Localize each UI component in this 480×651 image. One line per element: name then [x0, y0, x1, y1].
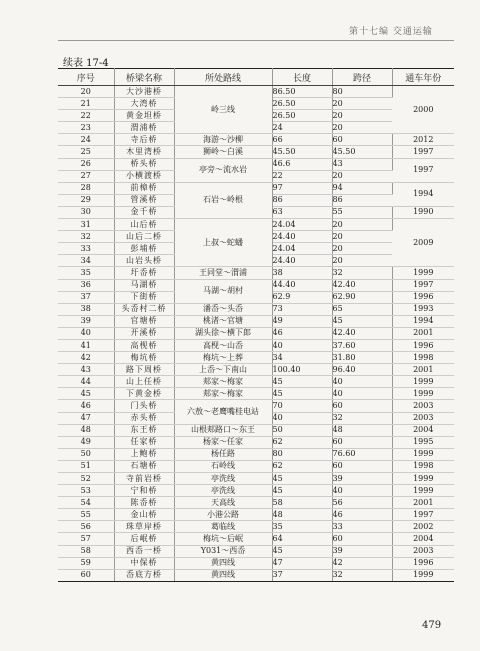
- cell-no: 20: [58, 86, 114, 98]
- table-header-row: [58, 69, 454, 86]
- cell-length: 70: [272, 400, 332, 412]
- table-row: [58, 327, 454, 339]
- cell-bridge-name: 高枧桥: [114, 339, 174, 351]
- cell-no: 53: [58, 485, 114, 497]
- cell-span: 40: [332, 485, 392, 497]
- header-rule: [58, 40, 454, 41]
- cell-year: 1998: [392, 352, 454, 364]
- cell-year: 1999: [392, 485, 454, 497]
- cell-length: 86.50: [272, 86, 332, 98]
- cell-year: 1999: [392, 473, 454, 485]
- cell-route: 上岙～下南山: [174, 364, 272, 376]
- cell-year: 1996: [392, 291, 454, 303]
- col-header-length: 长度: [272, 69, 332, 86]
- cell-length: 45.50: [272, 146, 332, 158]
- cell-bridge-name: 彭埔桥: [114, 243, 174, 255]
- cell-no: 43: [58, 364, 114, 376]
- cell-no: 46: [58, 400, 114, 412]
- table-row: [58, 569, 454, 581]
- cell-route: 亭旁～流水岩: [174, 158, 272, 182]
- cell-no: 49: [58, 436, 114, 448]
- cell-no: 52: [58, 473, 114, 485]
- cell-no: 50: [58, 448, 114, 460]
- cell-span: 40: [332, 376, 392, 388]
- table-row: [58, 545, 454, 557]
- cell-year: 2001: [392, 327, 454, 339]
- cell-no: 26: [58, 158, 114, 170]
- cell-route: 杨任路: [174, 448, 272, 460]
- page-number: 479: [422, 620, 442, 631]
- cell-route: 石岭线: [174, 460, 272, 472]
- cell-length: 24: [272, 122, 332, 134]
- cell-length: 45: [272, 545, 332, 557]
- cell-span: 20: [332, 122, 392, 134]
- cell-bridge-name: 宁和桥: [114, 485, 174, 497]
- cell-length: 22: [272, 170, 332, 182]
- cell-length: 44.40: [272, 279, 332, 291]
- cell-route: 六敖～老鹰嘴桂电站: [174, 400, 272, 424]
- cell-no: 32: [58, 231, 114, 243]
- cell-year: 1997: [392, 509, 454, 521]
- cell-bridge-name: 黄金坦桥: [114, 110, 174, 122]
- cell-route: 高枧～山岙: [174, 339, 272, 351]
- cell-no: 29: [58, 194, 114, 206]
- cell-route: 天高线: [174, 497, 272, 509]
- cell-no: 28: [58, 182, 114, 194]
- cell-bridge-name: 小横渡桥: [114, 170, 174, 182]
- cell-no: 24: [58, 134, 114, 146]
- cell-span: 20: [332, 170, 392, 182]
- cell-length: 64: [272, 533, 332, 545]
- cell-route: 王同堂～渭浦: [174, 267, 272, 279]
- cell-span: 45.50: [332, 146, 392, 158]
- cell-bridge-name: 珠草岸桥: [114, 521, 174, 533]
- col-header-span: 跨径: [332, 69, 392, 86]
- cell-route: 潘岙～头岙: [174, 303, 272, 315]
- cell-route: 黄四线: [174, 569, 272, 581]
- cell-route: 葛临线: [174, 521, 272, 533]
- cell-span: 43: [332, 158, 392, 170]
- cell-length: 48: [272, 509, 332, 521]
- cell-span: 32: [332, 412, 392, 424]
- cell-no: 42: [58, 352, 114, 364]
- cell-year: 1999: [392, 448, 454, 460]
- cell-length: 45: [272, 485, 332, 497]
- cell-length: 97: [272, 182, 332, 194]
- cell-length: 100.40: [272, 364, 332, 376]
- cell-length: 86: [272, 194, 332, 206]
- cell-no: 25: [58, 146, 114, 158]
- cell-no: 54: [58, 497, 114, 509]
- cell-year: 2001: [392, 497, 454, 509]
- cell-span: 31.80: [332, 352, 392, 364]
- cell-route: 马湖～胡村: [174, 279, 272, 303]
- table-row: [58, 219, 454, 231]
- cell-no: 56: [58, 521, 114, 533]
- cell-length: 24.04: [272, 219, 332, 231]
- cell-length: 66: [272, 134, 332, 146]
- cell-year: 2004: [392, 533, 454, 545]
- table-row: [58, 158, 454, 170]
- cell-length: 50: [272, 424, 332, 436]
- cell-span: 39: [332, 545, 392, 557]
- table-row: [58, 364, 454, 376]
- cell-no: 39: [58, 315, 114, 327]
- table-row: [58, 182, 454, 194]
- table-row: [58, 448, 454, 460]
- cell-span: 55: [332, 206, 392, 218]
- cell-span: 20: [332, 255, 392, 267]
- cell-year: 1999: [392, 376, 454, 388]
- cell-no: 30: [58, 206, 114, 218]
- cell-span: 62.90: [332, 291, 392, 303]
- cell-length: 63: [272, 206, 332, 218]
- cell-span: 60: [332, 460, 392, 472]
- table-row: [58, 497, 454, 509]
- cell-length: 46.6: [272, 158, 332, 170]
- cell-route: 郏家～梅家: [174, 388, 272, 400]
- cell-route: 岭三线: [174, 86, 272, 134]
- cell-no: 55: [58, 509, 114, 521]
- cell-span: 94: [332, 182, 392, 194]
- cell-span: 46: [332, 509, 392, 521]
- cell-year: 1999: [392, 388, 454, 400]
- table-row: [58, 521, 454, 533]
- table-row: [58, 473, 454, 485]
- col-header-name: 桥梁名称: [114, 69, 174, 86]
- table-row: [58, 352, 454, 364]
- cell-bridge-name: 圩岙桥: [114, 267, 174, 279]
- cell-bridge-name: 头岙村二桥: [114, 303, 174, 315]
- cell-year: 2001: [392, 364, 454, 376]
- cell-bridge-name: 大湾桥: [114, 98, 174, 110]
- cell-year: 2002: [392, 521, 454, 533]
- cell-route: 湖头徐～横下郎: [174, 327, 272, 339]
- cell-bridge-name: 山上任桥: [114, 376, 174, 388]
- table-row: [58, 460, 454, 472]
- cell-no: 21: [58, 98, 114, 110]
- cell-span: 42: [332, 557, 392, 569]
- cell-route: 狮岭～白溪: [174, 146, 272, 158]
- cell-length: 45: [272, 473, 332, 485]
- cell-length: 62: [272, 460, 332, 472]
- cell-bridge-name: 梅坑桥: [114, 352, 174, 364]
- table-row: [58, 279, 454, 291]
- cell-bridge-name: 东王桥: [114, 424, 174, 436]
- cell-route: 上叔～蛇蟠: [174, 219, 272, 267]
- cell-no: 58: [58, 545, 114, 557]
- cell-bridge-name: 马湖桥: [114, 279, 174, 291]
- cell-length: 40: [272, 339, 332, 351]
- bridge-table: [58, 68, 454, 582]
- cell-year: 2003: [392, 545, 454, 557]
- table-row: [58, 315, 454, 327]
- cell-route: 小港公路: [174, 509, 272, 521]
- cell-year: 1999: [392, 569, 454, 581]
- cell-year: 2012: [392, 134, 454, 146]
- cell-year: 1996: [392, 557, 454, 569]
- cell-route: 黄四线: [174, 557, 272, 569]
- cell-route: 桃渚～官塘: [174, 315, 272, 327]
- cell-no: 48: [58, 424, 114, 436]
- cell-year: 1990: [392, 206, 454, 218]
- table-row: [58, 424, 454, 436]
- cell-route: Y031～西岙: [174, 545, 272, 557]
- cell-length: 62: [272, 436, 332, 448]
- cell-span: 96.40: [332, 364, 392, 376]
- cell-span: 42.40: [332, 279, 392, 291]
- cell-year: 1995: [392, 436, 454, 448]
- cell-bridge-name: 金千桥: [114, 206, 174, 218]
- table-row: [58, 267, 454, 279]
- cell-length: 26.50: [272, 98, 332, 110]
- cell-year: 2000: [392, 86, 454, 134]
- cell-span: 20: [332, 231, 392, 243]
- cell-no: 33: [58, 243, 114, 255]
- cell-length: 35: [272, 521, 332, 533]
- cell-length: 58: [272, 497, 332, 509]
- cell-length: 38: [272, 267, 332, 279]
- cell-bridge-name: 路下周桥: [114, 364, 174, 376]
- cell-length: 40: [272, 412, 332, 424]
- cell-bridge-name: 官塘桥: [114, 315, 174, 327]
- cell-route: 亭洗线: [174, 485, 272, 497]
- cell-span: 80: [332, 86, 392, 98]
- cell-bridge-name: 寺前岩桥: [114, 473, 174, 485]
- cell-year: 1993: [392, 303, 454, 315]
- cell-year: 2004: [392, 424, 454, 436]
- cell-span: 60: [332, 533, 392, 545]
- cell-route: 杨家～任家: [174, 436, 272, 448]
- table-caption: 续表 17-4: [63, 58, 109, 69]
- cell-year: 1999: [392, 267, 454, 279]
- cell-bridge-name: 岙底方桥: [114, 569, 174, 581]
- cell-span: 86: [332, 194, 392, 206]
- cell-span: 76.60: [332, 448, 392, 460]
- cell-no: 37: [58, 291, 114, 303]
- cell-route: 郏家～梅家: [174, 376, 272, 388]
- cell-year: 1994: [392, 315, 454, 327]
- cell-no: 45: [58, 388, 114, 400]
- cell-bridge-name: 桥头桥: [114, 158, 174, 170]
- cell-bridge-name: 后岷桥: [114, 533, 174, 545]
- cell-no: 35: [58, 267, 114, 279]
- cell-length: 49: [272, 315, 332, 327]
- cell-bridge-name: 木里湾桥: [114, 146, 174, 158]
- cell-route: 山根郏路口～东王: [174, 424, 272, 436]
- cell-no: 34: [58, 255, 114, 267]
- cell-year: 1997: [392, 158, 454, 182]
- cell-bridge-name: 山后二桥: [114, 231, 174, 243]
- cell-no: 60: [58, 569, 114, 581]
- cell-bridge-name: 山岩头桥: [114, 255, 174, 267]
- cell-bridge-name: 前樟桥: [114, 182, 174, 194]
- cell-year: 1997: [392, 146, 454, 158]
- cell-no: 27: [58, 170, 114, 182]
- cell-span: 20: [332, 219, 392, 231]
- cell-span: 60: [332, 134, 392, 146]
- cell-span: 39: [332, 473, 392, 485]
- cell-span: 32: [332, 267, 392, 279]
- cell-length: 62.9: [272, 291, 332, 303]
- cell-year: 2003: [392, 412, 454, 424]
- cell-bridge-name: 渭浦桥: [114, 122, 174, 134]
- table-row: [58, 533, 454, 545]
- cell-length: 45: [272, 376, 332, 388]
- cell-bridge-name: 石塘桥: [114, 460, 174, 472]
- col-header-route: 所处路线: [174, 69, 272, 86]
- col-header-year: 通车年份: [392, 69, 454, 86]
- cell-no: 23: [58, 122, 114, 134]
- cell-length: 73: [272, 303, 332, 315]
- cell-length: 47: [272, 557, 332, 569]
- cell-bridge-name: 大沙港桥: [114, 86, 174, 98]
- cell-bridge-name: 下街桥: [114, 291, 174, 303]
- cell-span: 20: [332, 98, 392, 110]
- cell-bridge-name: 任家桥: [114, 436, 174, 448]
- table-row: [58, 388, 454, 400]
- cell-no: 41: [58, 339, 114, 351]
- cell-bridge-name: 金山桥: [114, 509, 174, 521]
- cell-span: 37.60: [332, 339, 392, 351]
- cell-span: 20: [332, 110, 392, 122]
- cell-year: 1998: [392, 460, 454, 472]
- cell-route: 梅坑～后岷: [174, 533, 272, 545]
- table-row: [58, 134, 454, 146]
- table-row: [58, 376, 454, 388]
- cell-bridge-name: 寺后桥: [114, 134, 174, 146]
- cell-bridge-name: 陈岙桥: [114, 497, 174, 509]
- cell-no: 57: [58, 533, 114, 545]
- table-row: [58, 436, 454, 448]
- cell-span: 65: [332, 303, 392, 315]
- cell-length: 37: [272, 569, 332, 581]
- table-row: [58, 339, 454, 351]
- cell-length: 46: [272, 327, 332, 339]
- cell-length: 26.50: [272, 110, 332, 122]
- cell-span: 32: [332, 569, 392, 581]
- cell-length: 24.04: [272, 243, 332, 255]
- cell-span: 33: [332, 521, 392, 533]
- cell-route: 亭洗线: [174, 473, 272, 485]
- cell-length: 80: [272, 448, 332, 460]
- cell-bridge-name: 西岙一桥: [114, 545, 174, 557]
- cell-year: 1994: [392, 182, 454, 206]
- cell-length: 45: [272, 388, 332, 400]
- cell-year: 2009: [392, 219, 454, 267]
- cell-no: 22: [58, 110, 114, 122]
- cell-route: 海游～沙柳: [174, 134, 272, 146]
- col-header-no: 序号: [58, 69, 114, 86]
- cell-route: 石岩～岭根: [174, 182, 272, 218]
- cell-no: 51: [58, 460, 114, 472]
- cell-no: 44: [58, 376, 114, 388]
- cell-bridge-name: 开溪桥: [114, 327, 174, 339]
- cell-route: 梅坑～上葬: [174, 352, 272, 364]
- cell-no: 40: [58, 327, 114, 339]
- table-row: [58, 509, 454, 521]
- table-row: [58, 557, 454, 569]
- cell-span: 48: [332, 424, 392, 436]
- cell-bridge-name: 门头桥: [114, 400, 174, 412]
- cell-no: 38: [58, 303, 114, 315]
- cell-no: 59: [58, 557, 114, 569]
- cell-length: 24.40: [272, 255, 332, 267]
- table-row: [58, 146, 454, 158]
- cell-span: 45: [332, 315, 392, 327]
- cell-bridge-name: 上鲍桥: [114, 448, 174, 460]
- running-header: 第十七编 交通运输: [349, 27, 433, 37]
- table-row: [58, 485, 454, 497]
- cell-bridge-name: 下黄金桥: [114, 388, 174, 400]
- cell-bridge-name: 赤头桥: [114, 412, 174, 424]
- cell-bridge-name: 山后桥: [114, 219, 174, 231]
- cell-no: 47: [58, 412, 114, 424]
- cell-year: 1997: [392, 279, 454, 291]
- table-row: [58, 86, 454, 98]
- cell-bridge-name: 中保桥: [114, 557, 174, 569]
- table-row: [58, 400, 454, 412]
- cell-span: 20: [332, 243, 392, 255]
- cell-span: 56: [332, 497, 392, 509]
- cell-no: 31: [58, 219, 114, 231]
- cell-length: 34: [272, 352, 332, 364]
- cell-year: 1996: [392, 339, 454, 351]
- cell-span: 42.40: [332, 327, 392, 339]
- cell-bridge-name: 管溪桥: [114, 194, 174, 206]
- cell-year: 2003: [392, 400, 454, 412]
- table-row: [58, 303, 454, 315]
- cell-span: 60: [332, 400, 392, 412]
- cell-no: 36: [58, 279, 114, 291]
- cell-span: 40: [332, 388, 392, 400]
- cell-span: 60: [332, 436, 392, 448]
- cell-length: 24.40: [272, 231, 332, 243]
